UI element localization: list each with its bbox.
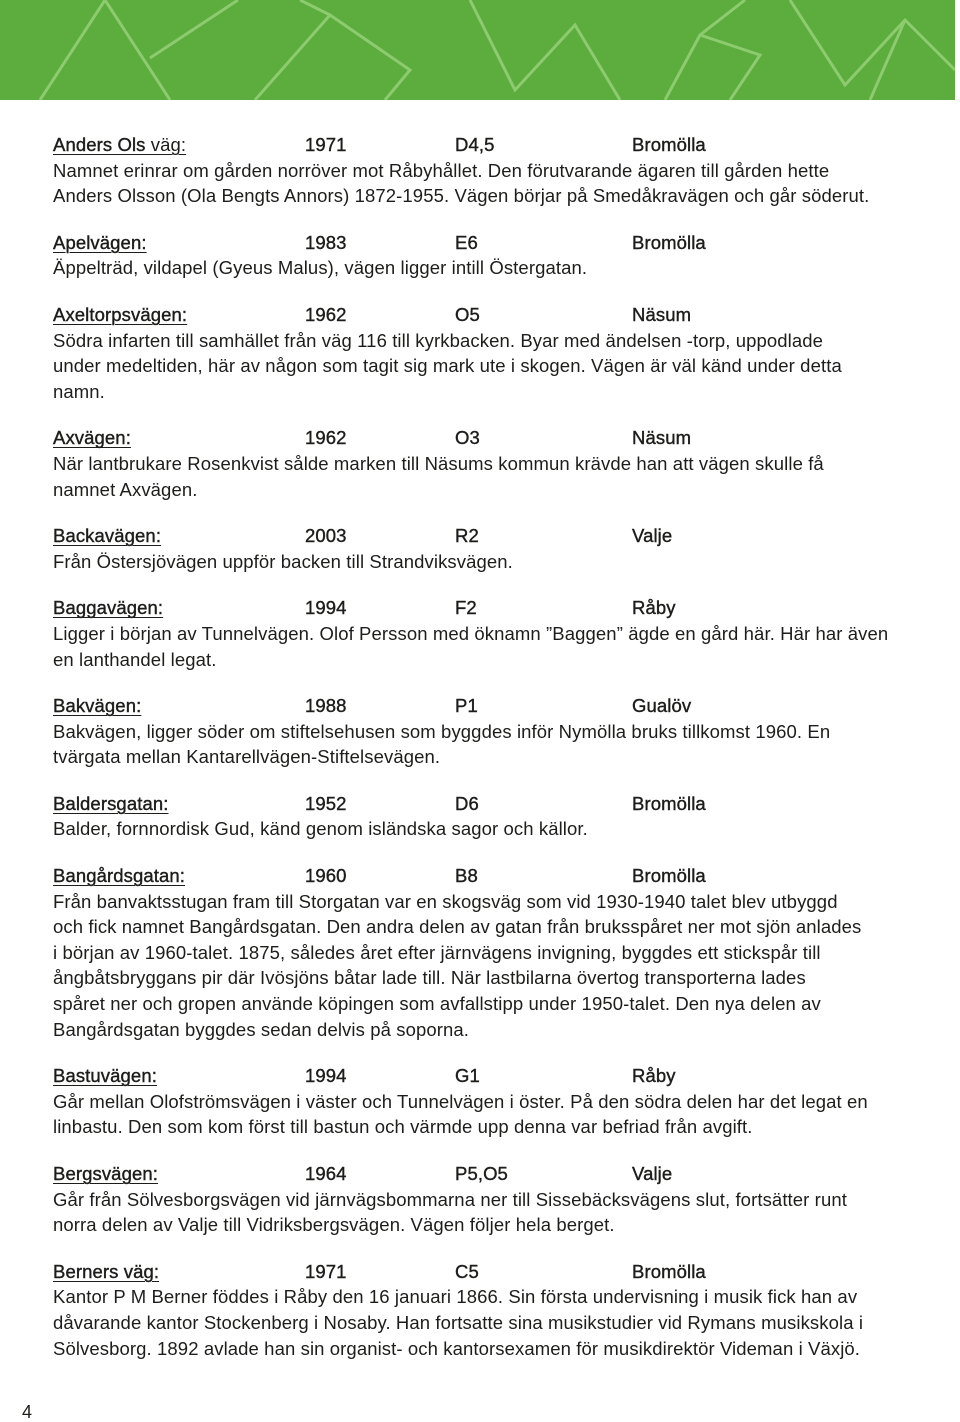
street-heading-row [53, 863, 933, 889]
street-name [53, 304, 187, 325]
map-grid-code: R2 [455, 525, 479, 547]
description-line: Kantor P M Berner föddes i Råby den 16 januari 1866. Sin första undervisning i musik fick han av [53, 1286, 858, 1308]
map-grid-code: C5 [455, 1260, 479, 1282]
map-grid-code: F2 [455, 597, 477, 619]
description-line: När lantbrukare Rosenkvist sålde marken till Näsums kommun krävde han att vägen skulle få [53, 452, 824, 474]
street-entry [53, 302, 933, 404]
street-name-text: Bakvägen: [53, 695, 142, 717]
street-district: Bromölla [632, 231, 706, 253]
street-name-cell [53, 1259, 305, 1285]
street-name [53, 232, 147, 253]
street-entry [53, 1259, 933, 1361]
description-line: Äppelträd, vildapel (Gyeus Malus), vägen ligger intill Östergatan. [53, 257, 588, 279]
street-entry [53, 693, 933, 770]
street-name-text: Axvägen: [53, 427, 131, 449]
street-year: 1994 [305, 597, 347, 619]
street-name-cell [53, 791, 305, 817]
street-name-cell [53, 523, 305, 549]
description-line: dåvarande kantor Stockenberg i Nosaby. Han fortsatte sina musikstudier vid Rymans musikskola i [53, 1311, 864, 1333]
header-pattern [0, 0, 955, 100]
street-district: Råby [632, 1065, 676, 1087]
street-year: 1964 [305, 1163, 347, 1184]
street-district: Bromölla [632, 134, 706, 155]
street-entry [53, 595, 933, 672]
street-year: 1962 [305, 427, 347, 449]
street-year: 1994 [305, 1065, 347, 1087]
street-name-suffix: väg: [145, 134, 187, 155]
street-name-cell [53, 132, 305, 158]
description-line: en lanthandel legat. [53, 648, 217, 670]
street-district: Valje [632, 1163, 673, 1184]
map-grid-code: O3 [455, 427, 480, 449]
description-line: under medeltiden, här av någon som tagit sig mark ute i skogen. Vägen är väl känd under detta [53, 355, 842, 377]
street-name-text: Backavägen: [53, 525, 162, 547]
description-line: Från banvaktsstugan fram till Storgatan var en skogsväg som vid 1930-1940 talet blev utbyggd [53, 890, 838, 912]
street-name-text: Anders Ols [53, 134, 146, 155]
description-line: Går från Sölvesborgsvägen vid järnvägsbommarna ner till Sissebäcksvägens slut, fortsätter runt [53, 1188, 847, 1210]
street-entry [53, 523, 933, 574]
description-line: linbastu. Den som kom först till bastun och värmde upp denna var befriad från avgift. [53, 1116, 753, 1138]
street-name-cell [53, 425, 305, 451]
street-name-text: Berners väg: [53, 1260, 160, 1282]
description-line: Går mellan Olofströmsvägen i väster och Tunnelvägen i öster. På den södra delen har det legat en [53, 1090, 868, 1112]
map-grid-code: O5 [455, 303, 480, 325]
street-entry [53, 425, 933, 502]
street-name-cell [53, 693, 305, 719]
street-name [53, 134, 186, 155]
street-district: Näsum [632, 303, 692, 325]
street-name-cell [53, 595, 305, 621]
street-year: 1960 [305, 865, 347, 887]
page-number: 4 [22, 1402, 33, 1422]
street-name-text: Apelvägen: [53, 231, 147, 253]
street-heading-row [53, 230, 933, 256]
description-line: Ligger i början av Tunnelvägen. Olof Persson med öknamn ”Baggen” ägde en gård här. Här har även [53, 622, 889, 644]
street-year: 1983 [305, 231, 347, 253]
street-heading-row [53, 302, 933, 328]
street-district: Råby [632, 597, 676, 619]
street-name-text: Baldersgatan: [53, 792, 169, 814]
street-name [53, 1261, 159, 1282]
street-name-text: Baggavägen: [53, 597, 164, 619]
street-heading-row [53, 523, 933, 549]
street-year: 1988 [305, 695, 347, 717]
street-name [53, 695, 141, 716]
street-heading-row [53, 132, 933, 158]
street-year: 1971 [305, 134, 347, 155]
street-name-cell [53, 302, 305, 328]
street-name-cell [53, 1161, 305, 1187]
description-line: i början av 1960-talet. 1875, således året efter järnvägens invigning, byggdes ett stickspår till [53, 941, 821, 963]
street-entry [53, 791, 933, 842]
street-name-text: Bastuvägen: [53, 1065, 157, 1087]
street-name-cell [53, 1063, 305, 1089]
map-grid-code: P5,O5 [455, 1163, 508, 1184]
street-name-text: Bangårdsgatan: [53, 865, 186, 887]
description-line: Från Östersjövägen uppför backen till Strandviksvägen. [53, 550, 513, 572]
map-grid-code: D4,5 [455, 134, 495, 155]
street-heading-row [53, 425, 933, 451]
street-heading-row [53, 1063, 933, 1089]
street-heading-row [53, 1161, 933, 1187]
street-district: Gualöv [632, 695, 692, 717]
street-name [53, 427, 131, 448]
description-line: och fick namnet Bangårdsgatan. Den andra delen av gatan från bruksspåret ner mot sjön anlades [53, 916, 862, 938]
street-year: 2003 [305, 525, 347, 547]
street-year: 1971 [305, 1260, 347, 1282]
street-name [53, 525, 161, 546]
street-year: 1952 [305, 792, 347, 814]
description-line: tvärgata mellan Kantarellvägen-Stiftelsevägen. [53, 746, 441, 768]
street-name-cell [53, 863, 305, 889]
street-heading-row [53, 693, 933, 719]
street-name [53, 1163, 158, 1184]
street-heading-row [53, 1259, 933, 1285]
street-entry [53, 230, 933, 281]
description-line: Bangårdsgatan byggdes sedan delvis på soporna. [53, 1018, 470, 1040]
map-grid-code: D6 [455, 792, 479, 814]
street-district: Bromölla [632, 865, 706, 887]
description-line: ångbåtsbryggans pir där Ivösjöns båtar lade till. När lastbilarna övertog transporterna lades [53, 967, 806, 989]
description-line: Sölvesborg. 1892 avlade han sin organist- och kantorsexamen för musikdirektör Videman i Växjö. [53, 1337, 861, 1359]
street-name [53, 597, 163, 618]
street-district: Bromölla [632, 792, 706, 814]
street-name-cell [53, 230, 305, 256]
header-band [0, 0, 955, 100]
street-heading-row [53, 595, 933, 621]
description-line: norra delen av Valje till Vidriksbergsvägen. Vägen följer hela berget. [53, 1214, 615, 1236]
street-name [53, 1065, 157, 1086]
description-line: namnet Axvägen. [53, 478, 198, 500]
street-district: Bromölla [632, 1260, 706, 1282]
map-grid-code: E6 [455, 231, 478, 253]
description-line: namn. [53, 380, 105, 402]
street-entry [53, 1161, 933, 1238]
street-list [53, 132, 933, 1382]
street-district: Näsum [632, 427, 692, 449]
street-year: 1962 [305, 303, 347, 325]
description-line: Anders Olsson (Ola Bengts Annors) 1872-1955. Vägen börjar på Smedåkravägen och går söderut. [53, 185, 870, 207]
description-line: spåret ner och gropen använde köpingen som avfallstipp under 1950-talet. Den nya delen av [53, 993, 821, 1015]
street-entry [53, 863, 933, 1042]
map-grid-code: P1 [455, 695, 478, 717]
street-name [53, 793, 168, 814]
map-grid-code: B8 [455, 865, 478, 887]
description-line: Balder, fornnordisk Gud, känd genom isländska sagor och källor. [53, 818, 588, 840]
street-entry [53, 1063, 933, 1140]
street-name-text: Axeltorpsvägen: [53, 303, 188, 325]
description-line: Södra infarten till samhället från väg 116 till kyrkbacken. Byar med ändelsen -torp, uppodlade [53, 329, 824, 351]
street-heading-row [53, 791, 933, 817]
description-line: Bakvägen, ligger söder om stiftelsehusen som byggdes inför Nymölla bruks tillkomst 1960. En [53, 720, 831, 742]
street-name [53, 865, 185, 886]
street-district: Valje [632, 525, 673, 547]
description-line: Namnet erinrar om gården norröver mot Råbyhållet. Den förutvarande ägaren till gården hette [53, 159, 830, 181]
street-entry [53, 132, 933, 209]
map-grid-code: G1 [455, 1065, 480, 1087]
street-name-text: Bergsvägen: [53, 1163, 158, 1184]
